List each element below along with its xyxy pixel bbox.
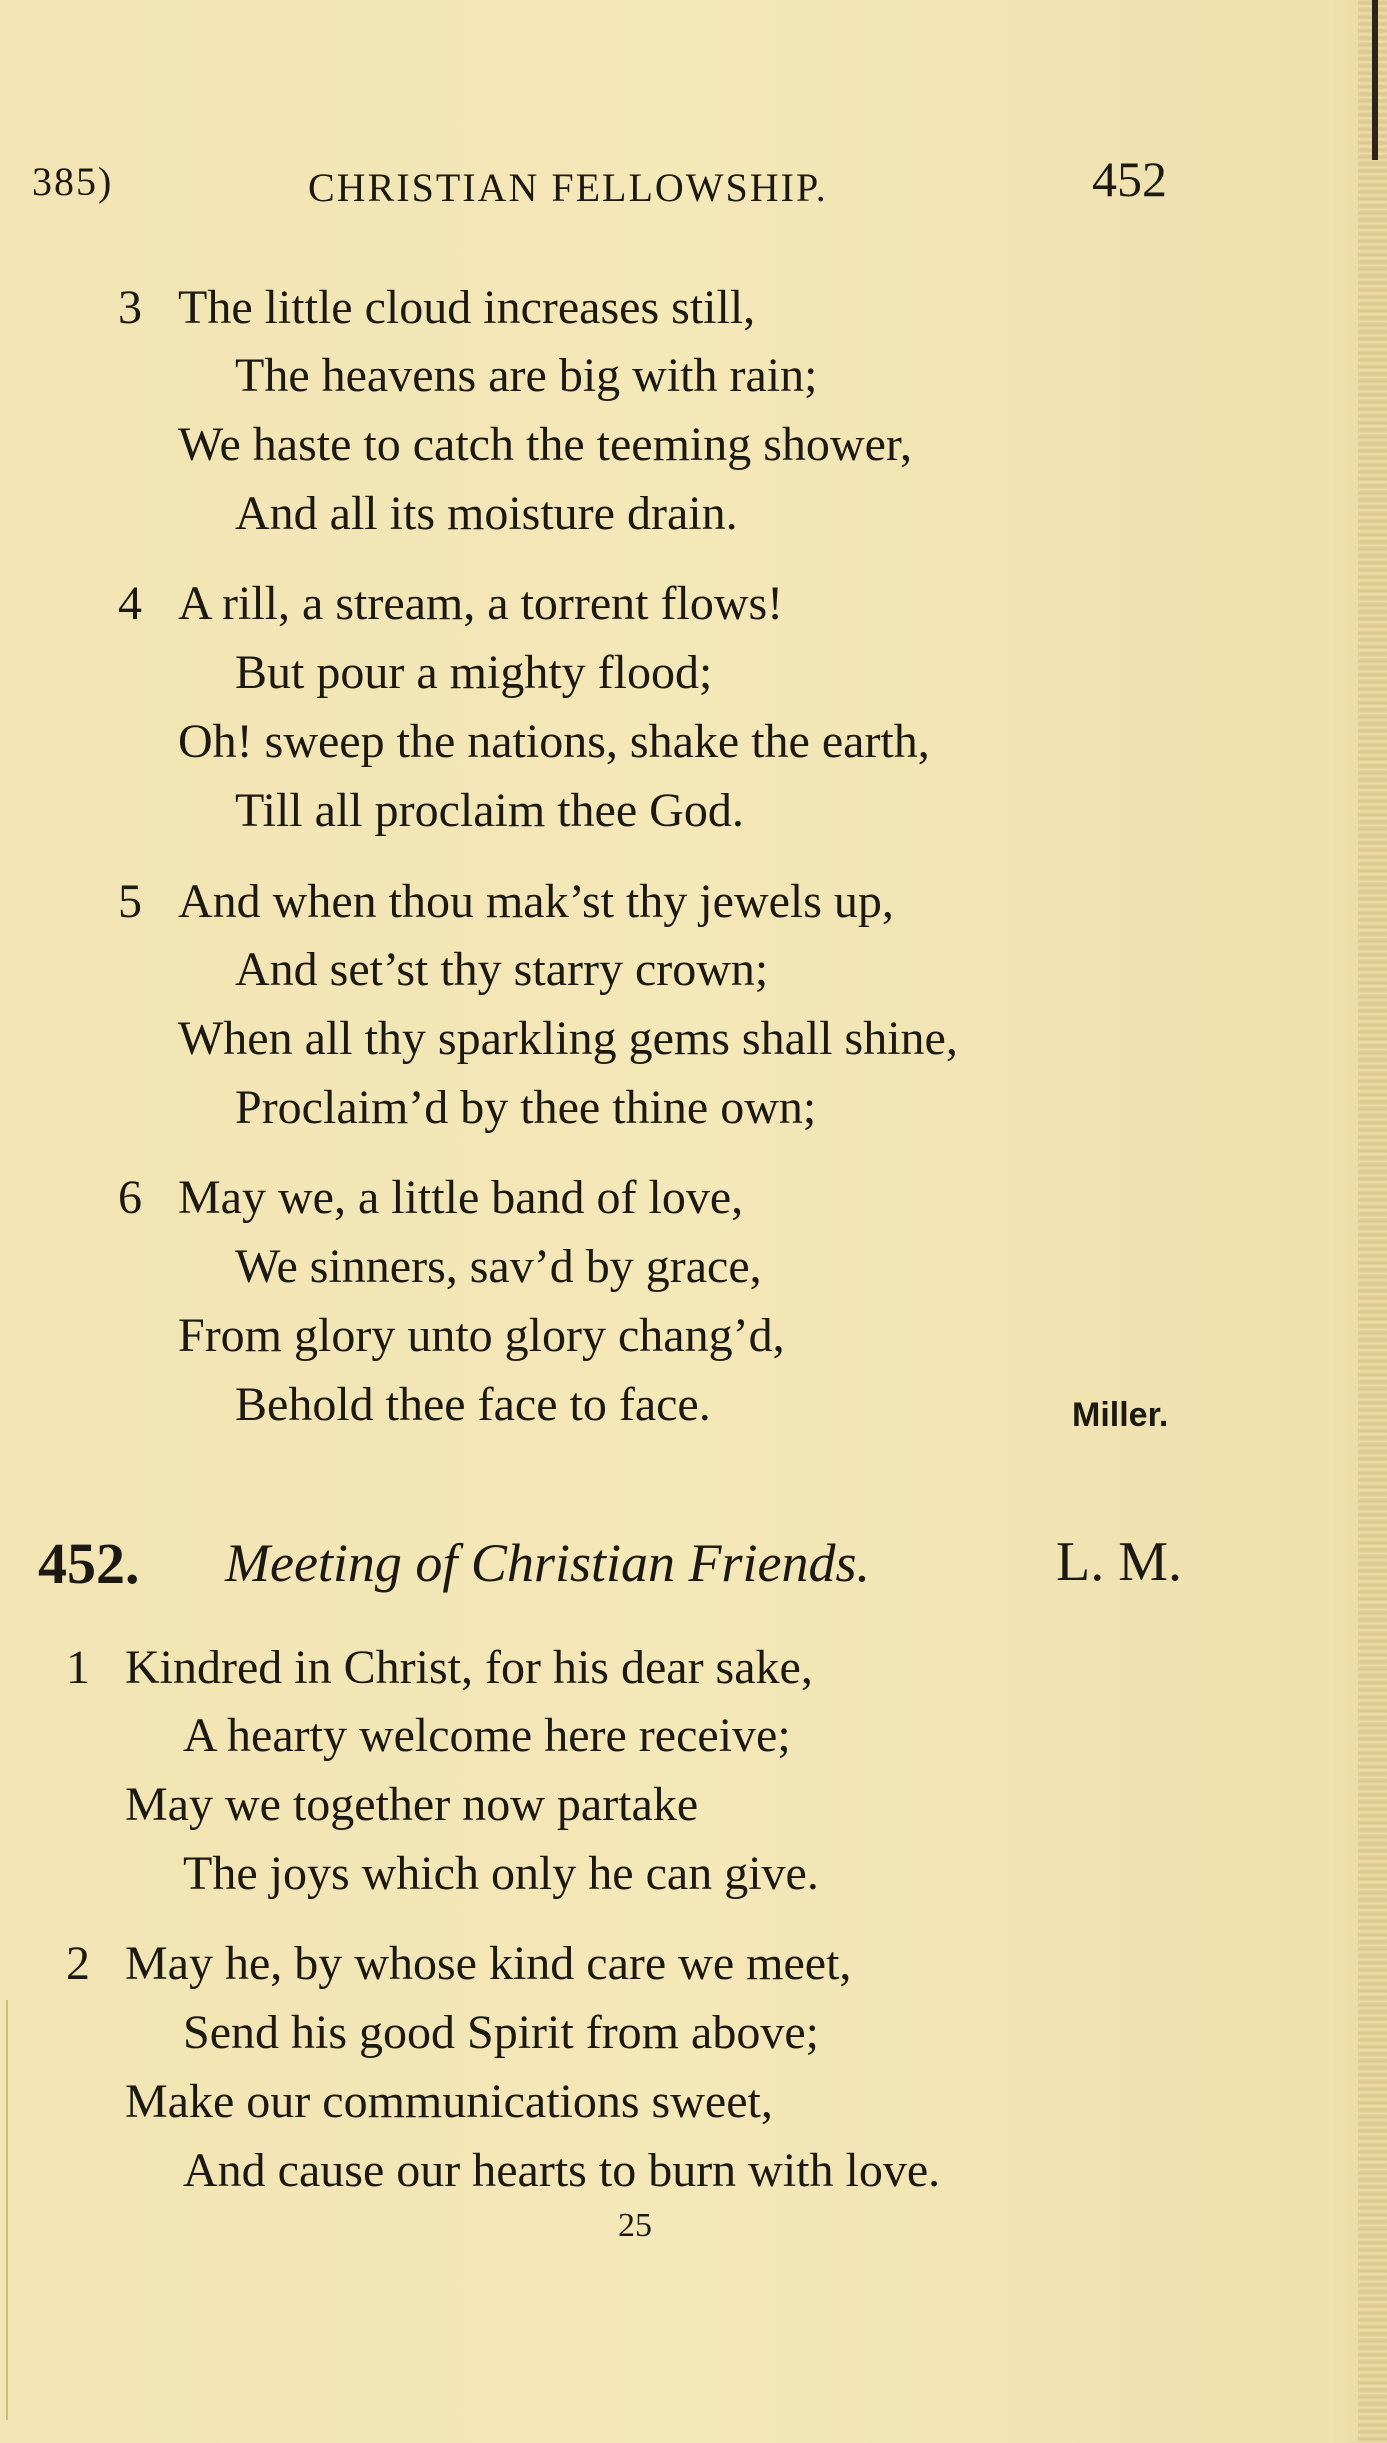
header-page-hymn-number: 452 — [1092, 151, 1167, 207]
hymn-title: Meeting of Christian Friends. — [225, 1533, 870, 1593]
verse-line: The joys which only he can give. — [183, 1847, 819, 1900]
verse-line: A hearty welcome here receive; — [183, 1709, 791, 1762]
verse-line: May he, by whose kind care we meet, — [125, 1937, 852, 1990]
stanza-number: 3 — [118, 281, 142, 334]
verse-line: But pour a mighty flood; — [235, 646, 713, 699]
verse-line: May we, a little band of love, — [178, 1171, 744, 1224]
page-edge — [1358, 0, 1387, 2443]
running-title: CHRISTIAN FELLOWSHIP. — [308, 165, 828, 210]
verse-line: Kindred in Christ, for his dear sake, — [125, 1641, 813, 1694]
stanza-number: 4 — [118, 577, 142, 630]
verse-line: Send his good Spirit from above; — [183, 2006, 819, 2059]
verse-line: The little cloud increases still, — [178, 281, 756, 334]
signature-mark: 25 — [618, 2207, 652, 2244]
verse-line: And all its moisture drain. — [235, 487, 738, 540]
page-margin-line — [6, 2000, 8, 2420]
hymn-meter: L. M. — [1056, 1531, 1182, 1593]
verse-line: We haste to catch the teeming shower, — [178, 418, 912, 471]
verse-line: And when thou mak’st thy jewels up, — [178, 875, 894, 928]
verse-line: Make our communications sweet, — [125, 2075, 773, 2128]
header-hymn-range: 385) — [32, 159, 114, 204]
verse-line: A rill, a stream, a torrent flows! — [178, 577, 784, 630]
verse-line: We sinners, sav’d by grace, — [235, 1240, 762, 1293]
verse-line: When all thy sparkling gems shall shine, — [178, 1012, 958, 1065]
verse-line: And cause our hearts to burn with love. — [183, 2144, 941, 2197]
verse-line: The heavens are big with rain; — [235, 349, 818, 402]
binding-mark — [1372, 0, 1378, 160]
stanza-number: 6 — [118, 1171, 142, 1224]
hymn-number: 452. — [38, 1531, 140, 1596]
verse-line: From glory unto glory chang’d, — [178, 1309, 785, 1362]
stanza-number: 2 — [66, 1937, 90, 1990]
verse-line: Proclaim’d by thee thine own; — [235, 1081, 817, 1134]
verse-line: And set’st thy starry crown; — [235, 943, 769, 996]
verse-line: Oh! sweep the nations, shake the earth, — [178, 715, 930, 768]
verse-line: May we together now partake — [125, 1778, 699, 1831]
verse-line: Behold thee face to face. — [235, 1378, 711, 1431]
author-attribution: Miller. — [1072, 1396, 1169, 1434]
stanza-number: 1 — [66, 1641, 90, 1694]
stanza-number: 5 — [118, 875, 142, 928]
verse-line: Till all proclaim thee God. — [235, 784, 744, 837]
